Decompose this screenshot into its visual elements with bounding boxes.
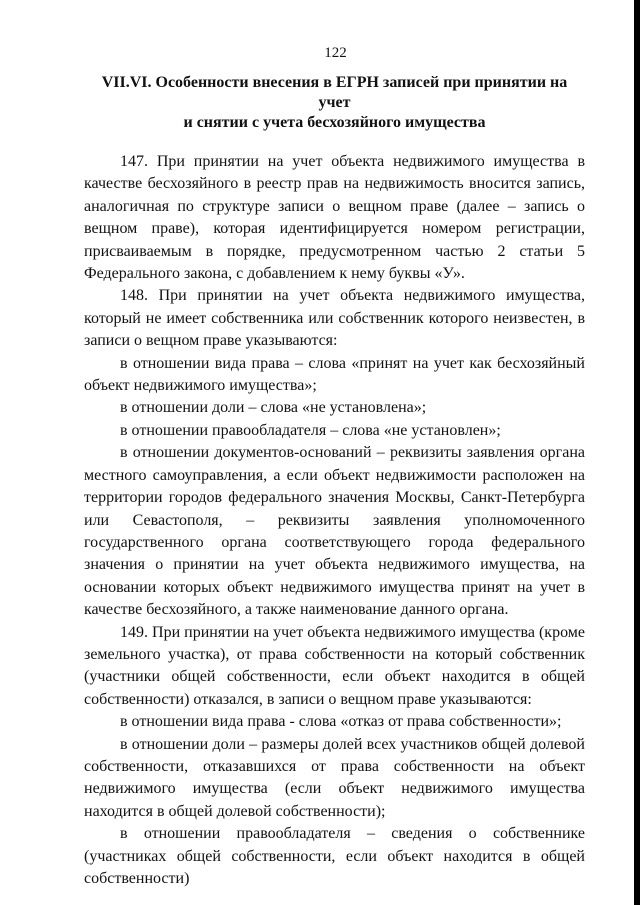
section-heading-line-1: VII.VI. Особенности внесения в ЕГРН записей при принятии на учет <box>101 74 568 111</box>
paragraph-148: 148. При принятии на учет объекта недвижимого имущества, который не имеет собственника или собственник которого неизвестен, в записи о вещном праве указываются: <box>84 287 585 350</box>
paragraph-148-share: в отношении доли – слова «не установлена»; <box>120 399 427 417</box>
paragraph-148-holder: в отношении правообладателя – слова «не установлен»; <box>120 421 501 439</box>
paragraph-148-documents: в отношении документов-оснований – реквизиты заявления органа местного самоуправления, а если объект недвижимости расположен на территории городов федерального значения Москвы, Санкт-Петербурга или Севастополя, – реквизиты заявления уполномоченного государственного органа соответствующего города федерального значения о принятии на учет объекта недвижимого имущества, на основании которых объект недвижимого имущества принят на учет в качестве бесхозяйного, а также наименование данного органа. <box>84 444 585 619</box>
paragraph-149-holder: в отношении правообладателя – сведения о собственнике (участниках общей собственности, если объект находится в общей собственности) <box>84 825 585 887</box>
section-heading <box>84 73 585 133</box>
page-number: 122 <box>324 45 347 61</box>
section-heading-line-2: и снятии с учета бесхозяйного имущества <box>183 114 486 131</box>
paragraph-148-right-type: в отношении вида права – слова «принят на учет как бесхозяйный объект недвижимого имущества»; <box>84 354 585 395</box>
paragraph-149-share: в отношении доли – размеры долей всех участников общей долевой собственности, отказавшихся от права собственности на объект недвижимого имущества (если объект недвижимого имущества находится в общей долевой собственности); <box>84 735 585 820</box>
scan-edge-border <box>634 0 640 905</box>
paragraph-149-right-type: в отношении вида права - слова «отказ от права собственности»; <box>120 713 562 731</box>
paragraph-149: 149. При принятии на учет объекта недвижимого имущества (кроме земельного участка), от права собственности на который собственник (участники общей собственности, если объект находится в общей собственности) отказался, в записи о вещном праве указываются: <box>84 623 585 708</box>
paragraph-147: 147. При принятии на учет объекта недвижимого имущества в качестве бесхозяйного в реестр прав на недвижимость вносится запись, аналогичная по структуре записи о вещном праве (далее – запись о вещном праве), которая идентифицируется номером регистрации, присваиваемым в порядке, предусмотренном частью 2 статьи 5 Федерального закона, с добавлением к нему буквы «У». <box>84 153 585 283</box>
